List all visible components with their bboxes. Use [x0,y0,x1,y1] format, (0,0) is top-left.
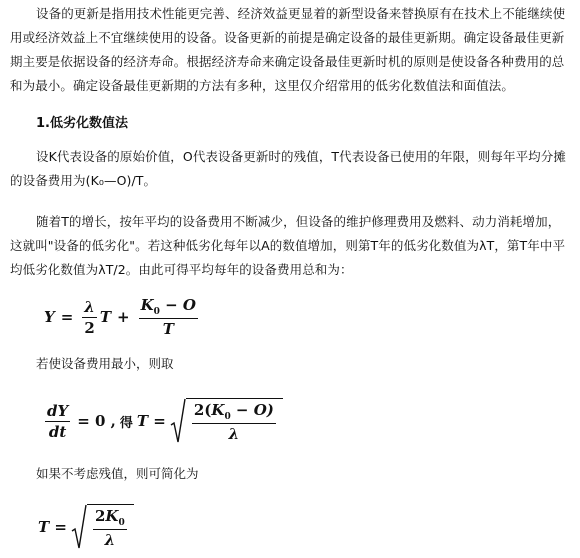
eq3-sqrt [71,504,134,550]
eq2-minus-o: − O) [230,401,274,419]
eq2-radicand-denominator: λ [228,425,240,443]
intro-paragraph: 设备的更新是指用技术性能更完善、经济效益更显着的新型设备来替换原有在技术上不能继续使用或经济效益上不宜继续使用的设备。设备更新的前提是确定设备的最佳更新期。确定设备最佳更新期主要是依据设备的经济寿命。根据经济寿命来确定设备最佳更新时机的原则是使设备各种费用的总和为最小。确定设备最佳更新期的方法有多种，这里仅介绍常用的低劣化数值法和面值法。 [10,6,566,93]
section-heading: 1.低劣化数值法 [36,116,128,131]
eq1-fraction-denominator: 2 [84,318,95,337]
eq1-equals: = [60,308,74,326]
eq1-fraction-numerator: λ [84,297,95,316]
eq2-k-subscript: 0 [224,412,231,422]
eq3-radicand-denominator: λ [104,531,116,549]
eq2-derivative [45,402,70,441]
eq1-minus-o: − O [159,296,196,314]
eq1-t: T [99,308,111,326]
radical-sign-icon [71,504,87,550]
equation-derivative [42,398,283,444]
equation-simplified [38,504,134,550]
eq3-radicand-numerator [93,507,127,530]
eq2-sqrt [170,398,283,444]
simplification-label: 如果不考虑残值，则可简化为 [36,466,199,481]
eq1-fraction2-denominator: T [162,320,174,338]
degradation-paragraph: 随着T的增长，按年平均的设备费用不断减少，但设备的维护修理费用及燃料、动力消耗增加，这就叫"设备的低劣化"。若这种低劣化每年以A的数值增加，则第T年的低劣化数值为λT，第T年中平均低劣化数值为λT/2。由此可得平均每年的设备费用总和为： [10,214,566,277]
eq2-radicand-numerator [192,401,276,424]
equation-annual-cost [44,296,201,338]
eq3-two: 2 [94,507,106,525]
eq3-radicand [93,507,127,549]
eq2-derivative-denominator: dt [48,422,67,441]
eq2-derivative-numerator: dY [47,401,69,420]
eq2-two: 2( [193,401,212,419]
definition-paragraph: 设K代表设备的原始价值，O代表设备更新时的残值，T代表设备已使用的年限，则每年平均分摊的设备费用为(K₀—O)/T。 [10,149,566,188]
eq1-lhs: Y [44,308,55,326]
eq2-radicand [192,401,276,443]
condition-label: 若使设备费用最小，则取 [36,356,174,371]
eq1-fraction-cost [139,296,198,338]
radical-sign-icon [170,398,186,444]
eq3-k: K [105,507,119,525]
eq1-fraction2-numerator [139,296,198,319]
eq3-t-equals: T = [38,518,67,536]
eq2-therefore: 得 [119,415,133,431]
eq3-k-subscript: 0 [118,518,125,528]
eq2-k: K [211,401,225,419]
eq1-k-subscript: 0 [153,307,160,317]
eq1-fraction-lambda [82,298,97,337]
eq2-equals-zero: = 0 , [77,412,116,430]
eq1-k: K [140,296,154,314]
eq2-t-equals: T = [136,412,166,430]
eq1-plus: + [117,308,130,326]
